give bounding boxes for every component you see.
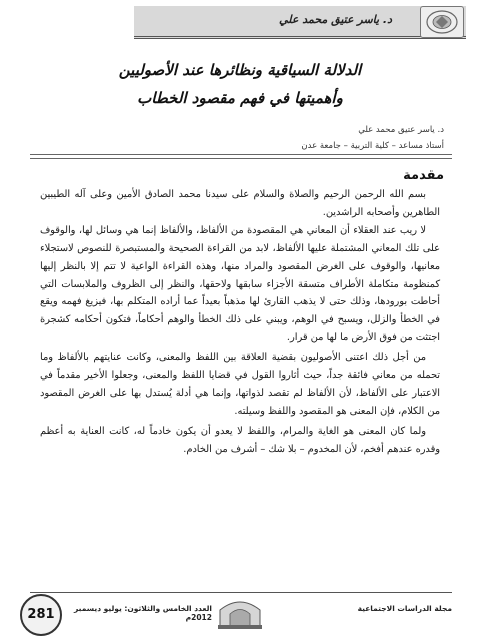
article-body	[40, 186, 440, 461]
paragraph: بسم الله الرحمن الرحيم والصلاة والسلام على سيدنا محمد الصادق الأمين وعلى آله الطيبين الطاهرين وأصحابه الراشدين.	[40, 189, 440, 218]
page-number: 281	[20, 594, 62, 636]
paragraph: من أجل ذلك اعتنى الأصوليون بقضية العلاقة بين اللفظ والمعنى، وكانت عنايتهم بالألفاظ وما تحمله من معاني فائقة جداً، حيث أثاروا القول في قضايا اللفظ والمعنى، وجعلوا الأخير مقدماً في الاعتبار على الألفاظ، لأن الألفاظ لم تقصد لذواتها، وإنما هي أدلة يُستدل بها على الغرض المقصود من الكلام، فإن المعنى هو المقصود واللفظ وسيلته.	[40, 352, 440, 417]
divider	[30, 154, 452, 155]
paragraph: لا ريب عند العقلاء أن المعاني هي المقصودة من الألفاظ، والألفاظ إنما هي وسائل لها، والوقوف على تلك المعاني المشتملة عليها الألفاظ، لابد من القراءة الصحيحة والمستبصرة للنصوص لاستجلاء معانيها، والوقوف على الغرض المقصود والمراد منها، وهذه القراءة الواعية لا تتم إلا بالنظر إليها كمنظومة متكاملة الأطراف متسقة الأجزاء سابقها ولاحقها، والنظر إلى الظروف والملابسات التي أحاطت بورودها، وذلك حتى لا يذهب القارئ لها مذهباً بعيداً عما أراده المتكلم بها، فيزيغ فهمه ويقع في الخطأ والزلل، ويسبح في الوهم، ويبني على ذلك الخطأ والوهم أحكاماً، فتكون أحكامه كشجرة اجتثت من فوق الأرض ما لها من قرار.	[40, 224, 440, 344]
author-affiliation: أستاذ مساعد – كلية التربية – جامعة عدن	[301, 141, 444, 151]
section-heading: مقدمة	[403, 168, 444, 183]
footer-issue: العدد الخامس والثلاثون: يوليو ديسمبر 2012م	[74, 604, 212, 622]
university-emblem-icon	[212, 592, 268, 632]
paragraph: ولما كان المعنى هو الغاية والمرام، واللفظ لا يعدو أن يكون خادماً له، كانت العناية به أعظم وقدره عندهم أفخم، لأن المخدوم – بلا شك – أشرف من الخادم.	[40, 425, 440, 455]
title-line-1: الدلالة السياقية ونظائرها عند الأصوليين	[118, 61, 362, 79]
university-seal-icon	[420, 6, 464, 38]
divider	[30, 158, 452, 159]
title-line-2: وأهميتها في فهم مقصود الخطاب	[137, 89, 343, 107]
author-name: د. ياسر عتيق محمد علي	[358, 125, 444, 135]
footer-journal: مجلة الدراسات الاجتماعية	[357, 604, 452, 613]
header-author: د. ياسر عتيق محمد علي	[279, 13, 392, 26]
